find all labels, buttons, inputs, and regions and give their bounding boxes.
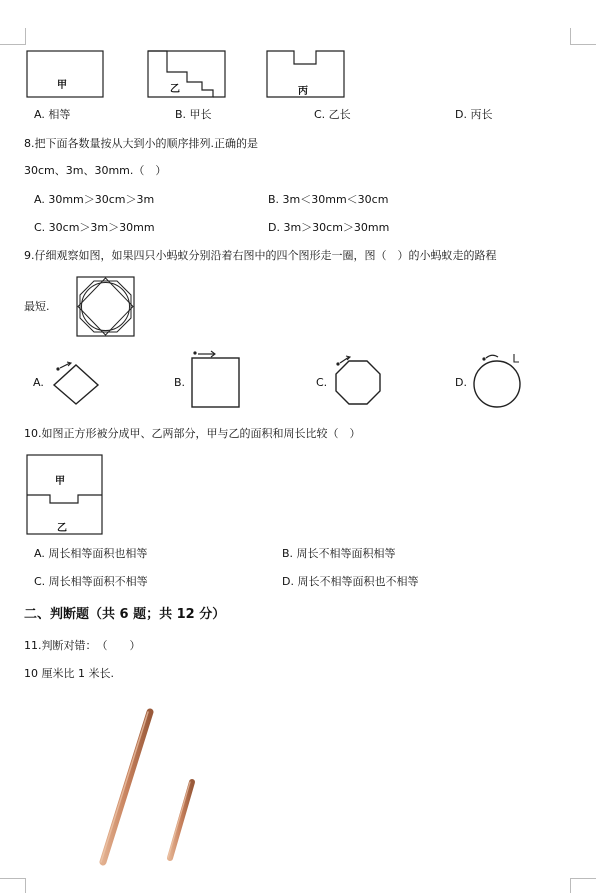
q8-option-a[interactable]: A. 30mm＞30cm＞3m bbox=[34, 193, 155, 206]
q10-option-c[interactable]: C. 周长相等面积不相等 bbox=[34, 575, 148, 588]
crop-mark-bottom-right bbox=[570, 878, 596, 893]
q10-stem: 10.如图正方形被分成甲、乙两部分，甲与乙的面积和周长比较（ ） bbox=[24, 427, 361, 440]
q10-label-yi: 乙 bbox=[57, 523, 67, 534]
q7-option-d[interactable]: D. 丙长 bbox=[455, 108, 493, 121]
q9-option-c-octagon[interactable] bbox=[332, 355, 384, 407]
q9-option-c-label[interactable]: C. bbox=[316, 376, 328, 389]
q11-statement: 10 厘米比 1 米长. bbox=[24, 667, 114, 680]
q9-main-figure bbox=[76, 276, 136, 338]
q10-label-jia: 甲 bbox=[55, 476, 65, 487]
q8-stem-line2: 30cm、3m、30mm.（ ） bbox=[24, 164, 167, 177]
crop-mark-top-right bbox=[570, 28, 596, 45]
q7-option-b[interactable]: B. 甲长 bbox=[175, 108, 212, 121]
q9-stem: 9.仔细观察如图，如果四只小蚂蚁分别沿着右图中的四个图形走一圈，图（ ）的小蚂蚁走的路程 bbox=[24, 249, 497, 262]
q9-stem-line2: 最短. bbox=[24, 300, 50, 313]
q8-option-c[interactable]: C. 30cm＞3m＞30mm bbox=[34, 221, 155, 234]
q10-option-b[interactable]: B. 周长不相等面积相等 bbox=[282, 547, 396, 560]
q9-option-a-label[interactable]: A. bbox=[33, 376, 44, 389]
q9-option-b-square[interactable] bbox=[190, 350, 242, 410]
q10-option-d[interactable]: D. 周长不相等面积也不相等 bbox=[282, 575, 419, 588]
q11-sticks-image bbox=[90, 700, 210, 870]
long-stick bbox=[101, 712, 150, 862]
q7-figure-yi bbox=[147, 50, 227, 98]
crop-mark-top-left bbox=[0, 28, 26, 45]
q9-option-d-label[interactable]: D. bbox=[455, 376, 467, 389]
q9-option-d-circle[interactable] bbox=[470, 350, 530, 410]
q7-option-a[interactable]: A. 相等 bbox=[34, 108, 71, 121]
crop-mark-bottom-left bbox=[0, 878, 26, 893]
q7-label-jia: 甲 bbox=[57, 80, 67, 91]
q7-label-bing: 丙 bbox=[298, 86, 308, 97]
q11-stem: 11.判断对错： （ ） bbox=[24, 639, 141, 652]
q7-option-c[interactable]: C. 乙长 bbox=[314, 108, 351, 121]
q10-option-a[interactable]: A. 周长相等面积也相等 bbox=[34, 547, 148, 560]
q9-option-b-label[interactable]: B. bbox=[174, 376, 186, 389]
q7-label-yi: 乙 bbox=[170, 84, 180, 95]
section-heading: 二、判断题（共 6 题；共 12 分） bbox=[24, 607, 226, 622]
q8-option-d[interactable]: D. 3m＞30cm＞30mm bbox=[268, 221, 390, 234]
q9-option-a-diamond[interactable] bbox=[50, 360, 102, 404]
q8-option-b[interactable]: B. 3m＜30mm＜30cm bbox=[268, 193, 389, 206]
q8-stem: 8.把下面各数量按从大到小的顺序排列.正确的是 bbox=[24, 137, 258, 150]
short-stick bbox=[168, 782, 192, 858]
